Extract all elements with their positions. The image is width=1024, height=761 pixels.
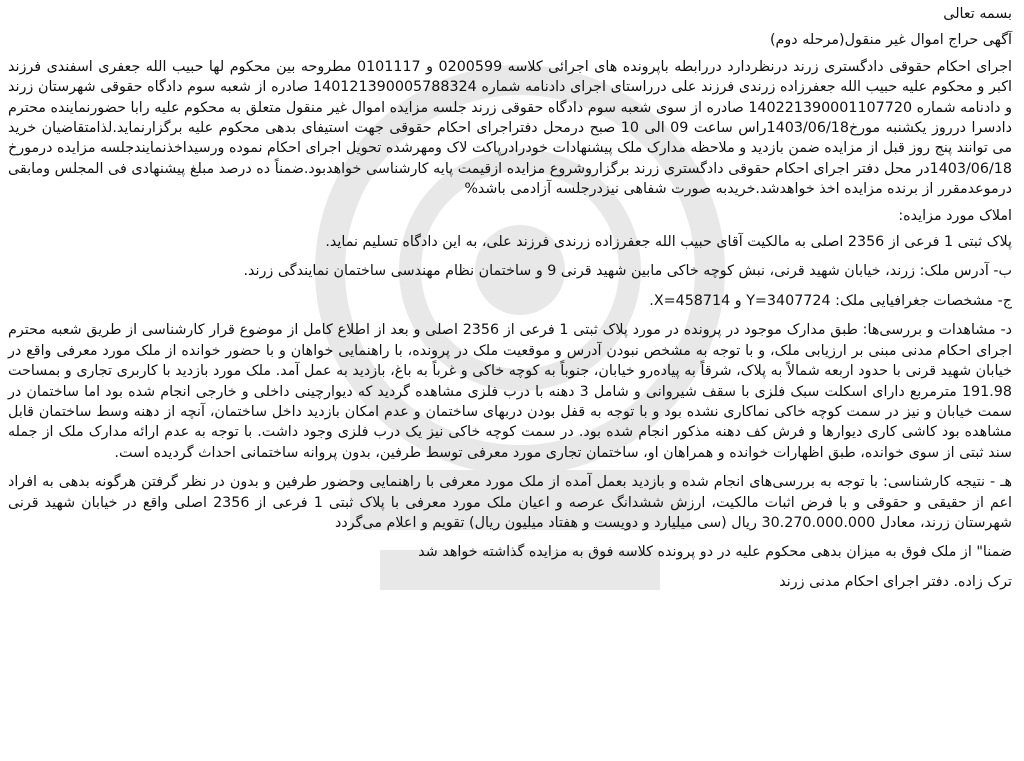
main-paragraph: اجرای احکام حقوقی دادگستری زرند درنظردارد دررابطه باپرونده های اجرائی کلاسه 0200599 و 0101117 مطروحه بین محکوم لها حبیب الله جعفری اسفندی فرزند اکبر و محکوم علیه حبیب الله جعفرزاده زرندی فرزند علی درراستای اجرای دادنامه شماره 140121390005788324 صادره از شعبه سوم دادگاه حقوقی شهرستان زرند و دادنامه شماره 140221390001107720 صادره از سوی شعبه سوم دادگاه حقوقی زرند جلسه مزایده اموال غیر منقول متعلق به محکوم علیه رابا حضورنماینده محترم دادسرا درروز یکشنبه مورخ1403/06/18راس ساعت 09 الی 10 صبح درمحل دفتراجرای احکام حقوقی جهت استیفای بدهی محکوم علیه برگزارنماید.لذامتقاضیان خرید می توانند پنج روز قبل از مزایده ضمن بازدید و ملاحظه مدارک ملک پیشنهادات خودرادرپاکت لاک ومهرشده تحویل اجرای احکام نموده ورسیداخذنمایندجلسه مزایده درمورخ 1403/06/18در محل دفتر اجرای احکام حقوقی دادگستری زرند برگزاروشروع مزایده ازقیمت پایه کارشناسی خواهدبود.ضمناً ده درصد مبلغ پیشنهادی فی المجلس ومابقی درموعدمقرر از برنده مزایده اخذ خواهدشد.خریدبه صورت شفاهی نیزدرجلسه آزادمی باشد% xyxy=(8,58,1013,198)
geo-coordinates-item: ج- مشخصات جغرافیایی ملک: Y=3407724 و X=458714. xyxy=(649,292,1012,309)
closing-note: ضمنا" از ملک فوق به میزان بدهی محکوم علیه در دو پرونده کلاسه فوق به مزایده گذاشته خواهد شد xyxy=(418,544,1012,561)
properties-section-label: املاک مورد مزایده: xyxy=(898,207,1012,224)
expert-result-paragraph: هـ - نتیجه کارشناسی: با توجه به بررسی‌های انجام شده و بازدید بعمل آمده از ملک مورد معرفی با راهنمایی وحضور طرفین و بدون در نظر گرفتن هرگونه بدهی به افراد اعم از حقیقی و حقوقی و با فرض اثبات مالکیت، ارزش ششدانگ عرصه و اعیان ملک مورد معرفی با پلاک ثبتی 1 فرعی از 2356 اصلی واقع در خیابان شهید قرنی شهرستان زرند، معادل 30.270.000.000 ریال (سی میلیارد و دویست و هفتاد میلیون ریال) تقویم و اعلام می‌گردد xyxy=(8,474,1013,531)
invocation-heading: بسمه تعالی xyxy=(943,6,1012,22)
property-plate-item: پلاک ثبتی 1 فرعی از 2356 اصلی به مالکیت آقای حبیب الله جعفرزاده زرندی فرزند علی، به این دادگاه تسلیم نماید. xyxy=(325,234,1012,251)
signature-line: ترک زاده. دفتر اجرای احکام مدنی زرند xyxy=(779,573,1012,590)
property-address-item: ب- آدرس ملک: زرند، خیابان شهید قرنی، نبش کوچه خاکی مابین شهید قرنی 9 و ساختمان نظام مهندسی ساختمان نمایندگی زرند. xyxy=(243,263,1012,280)
announcement-document xyxy=(8,4,1012,592)
observations-paragraph: د- مشاهدات و بررسی‌ها: طبق مدارک موجود در پرونده در مورد پلاک ثبتی 1 فرعی از 2356 اصلی و بعد از اطلاع کامل از موضوع قرار کارشناسی از طریق شعبه محترم اجرای احکام مدنی مبنی بر ارزیابی ملک، و با توجه به مشخص نبودن آدرس و موقعیت ملک در پرونده، با راهنمایی خواهان و با حضور خوانده از ملک مورد معرفی واقع در خیابان شهید قرنی با حدود اربعه شمالاً به پلاک، شرقاً به پیاده‌رو خیابان، جنوباً به کوچه خاکی و غرباً به باغ، بازدید به عمل آمد. ملک مورد بازدید با کاربری تجاری و بمساحت 191.98 مترمربع دارای اسکلت سبک فلزی با سقف شیروانی و شامل 3 دهنه با درب فلزی مشاهده گردید که دیوارچینی داخلی و خارجی انجام شده بود اما ساختمان در سمت خیابان و نیز در سمت کوچه خاکی نماکاری نشده بود و با توجه به قفل بودن دربهای ساختمان و عدم امکان بازدید داخل ساختمان، آنچه از دهنه وسط ساختمان قابل مشاهده بود کاشی کاری دیوارها و فرش کف دهنه مذکور انجام شده بود. در سمت کوچه خاکی نیز یک درب فلزی وجود داشت. با توجه به عدم ارائه مدارک ملک از جمله سند ثبتی از سوی خوانده، طبق اظهارات خوانده و همراهان او، ساختمان تجاری مورد معرفی توسط طرفین، بدون پروانه ساختمانی احداث گردیده است. xyxy=(8,322,1013,461)
announcement-title: آگهی حراج اموال غیر منقول(مرحله دوم) xyxy=(769,32,1012,49)
